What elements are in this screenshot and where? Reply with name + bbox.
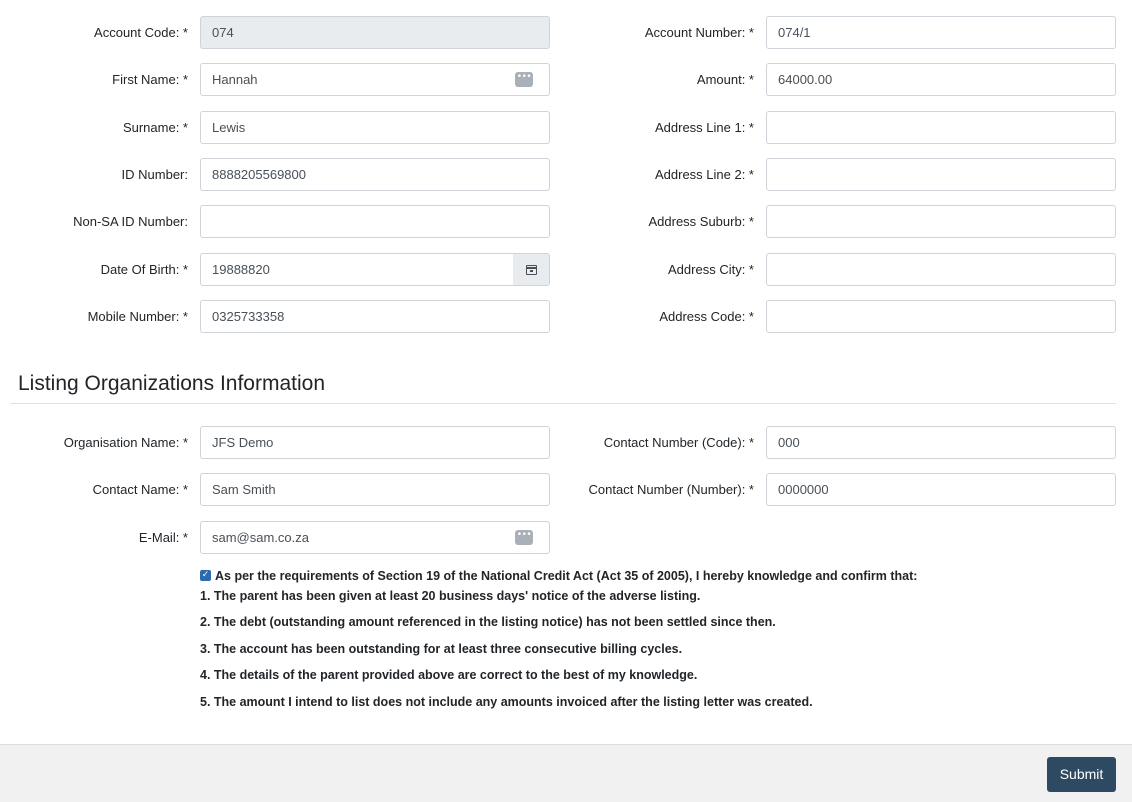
email-row — [0, 521, 1132, 554]
contact-number-field[interactable]: 0000000 — [766, 473, 1116, 506]
amount-label: Amount: * — [696, 72, 754, 87]
section-divider — [10, 403, 1116, 404]
contact-name-row — [0, 473, 1132, 506]
account-code-field: 074 — [200, 16, 550, 49]
first-name-value: Hannah — [212, 72, 258, 87]
consent-item: 3. The account has been outstanding for at least three consecutive billing cycles. — [200, 642, 683, 656]
date-picker-button[interactable] — [513, 253, 550, 286]
address-code-field[interactable] — [766, 300, 1116, 333]
account-number-field[interactable]: 074/1 — [766, 16, 1116, 49]
address-line-1-label: Address Line 1: * — [654, 120, 754, 135]
non-sa-id-row — [0, 205, 1132, 238]
calendar-icon — [526, 265, 537, 275]
organisation-name-label: Organisation Name: * — [63, 435, 188, 450]
id-number-label: ID Number: — [121, 167, 188, 182]
consent-item: 4. The details of the parent provided above are correct to the best of my knowledge. — [200, 668, 698, 682]
address-line-2-label: Address Line 2: * — [654, 167, 754, 182]
account-code-label: Account Code: * — [94, 25, 188, 40]
checkbox-checked-icon[interactable]: ✓ — [201, 570, 210, 580]
mobile-number-label: Mobile Number: * — [87, 309, 188, 324]
address-city-label: Address City: * — [668, 262, 754, 277]
organisation-row — [0, 426, 1132, 459]
contact-name-field[interactable]: Sam Smith — [200, 473, 550, 506]
more-dots-icon[interactable]: ••• — [515, 72, 533, 87]
date-of-birth-row — [0, 253, 1132, 286]
non-sa-id-field[interactable] — [200, 205, 550, 238]
address-suburb-field[interactable] — [766, 205, 1116, 238]
mobile-number-field[interactable]: 0325733358 — [200, 300, 550, 333]
contact-number-label: Contact Number (Number): * — [588, 482, 754, 497]
non-sa-id-label: Non-SA ID Number: — [73, 214, 188, 229]
email-label: E-Mail: * — [138, 530, 188, 545]
id-number-field[interactable]: 8888205569800 — [200, 158, 550, 191]
amount-field[interactable]: 64000.00 — [766, 63, 1116, 96]
first-name-field[interactable] — [200, 63, 550, 96]
id-number-row — [0, 158, 1132, 191]
address-line-1-field[interactable] — [766, 111, 1116, 144]
email-field[interactable] — [200, 521, 550, 554]
date-of-birth-label: Date Of Birth: * — [100, 262, 188, 277]
date-of-birth-field[interactable]: 19888820 — [200, 253, 514, 286]
first-name-label: First Name: * — [112, 72, 188, 87]
address-line-2-field[interactable] — [766, 158, 1116, 191]
first-name-row — [0, 63, 1132, 96]
contact-name-label: Contact Name: * — [92, 482, 188, 497]
form-footer — [0, 744, 1132, 802]
section-title: Listing Organizations Information — [18, 372, 325, 395]
address-city-field[interactable] — [766, 253, 1116, 286]
consent-intro: As per the requirements of Section 19 of the National Credit Act (Act 35 of 2005), I hereby knowledge and confirm that: — [215, 569, 918, 583]
consent-item: 1. The parent has been given at least 20 business days' notice of the adverse listing. — [200, 589, 701, 603]
mobile-number-row — [0, 300, 1132, 333]
surname-row — [0, 111, 1132, 144]
surname-field[interactable]: Lewis — [200, 111, 550, 144]
surname-label: Surname: * — [122, 120, 188, 135]
address-suburb-label: Address Suburb: * — [648, 214, 754, 229]
account-code-row — [0, 16, 1132, 49]
account-number-label: Account Number: * — [644, 25, 754, 40]
address-code-label: Address Code: * — [659, 309, 754, 324]
consent-item: 5. The amount I intend to list does not include any amounts invoiced after the listing letter was created. — [200, 695, 813, 709]
email-value: sam@sam.co.za — [212, 530, 309, 545]
more-dots-icon[interactable]: ••• — [515, 530, 533, 545]
submit-button[interactable]: Submit — [1047, 757, 1116, 792]
organisation-name-field[interactable]: JFS Demo — [200, 426, 550, 459]
consent-item: 2. The debt (outstanding amount referenced in the listing notice) has not been settled since then. — [200, 615, 776, 629]
contact-code-field[interactable]: 000 — [766, 426, 1116, 459]
contact-code-label: Contact Number (Code): * — [603, 435, 754, 450]
